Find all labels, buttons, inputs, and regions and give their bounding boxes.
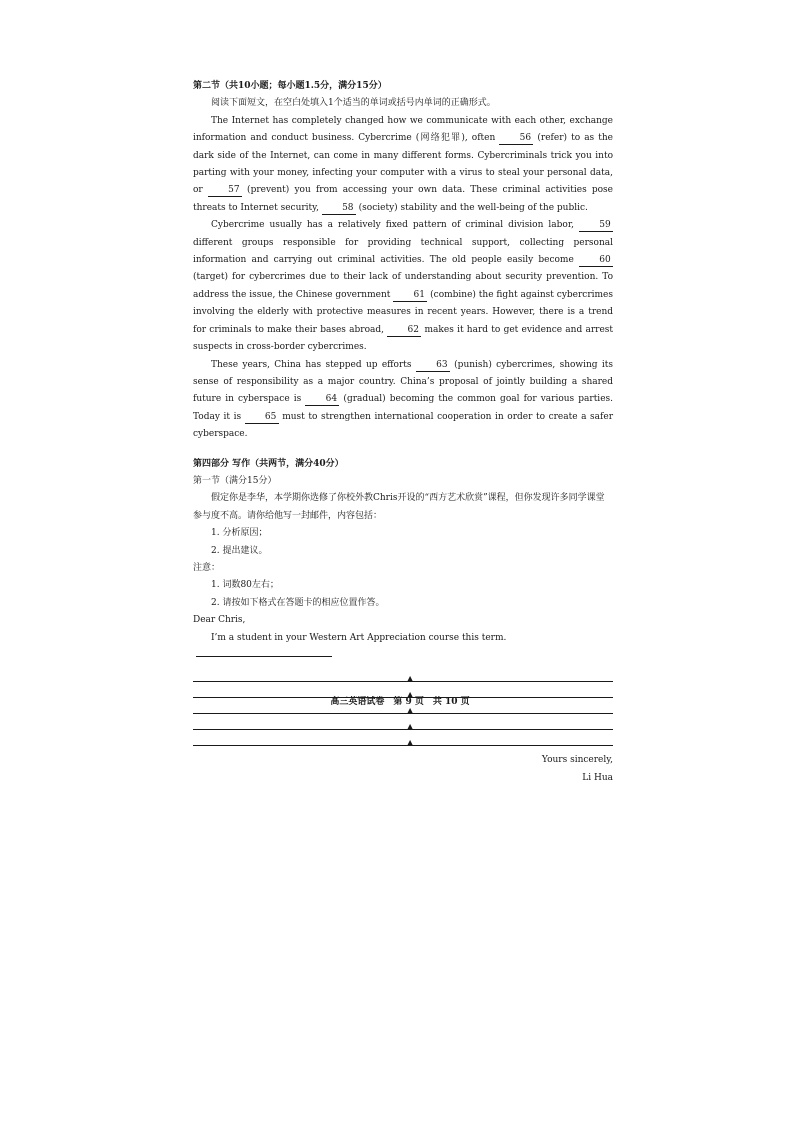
- passage-text: (combine) the fight against cybercrimes involving the elderly with protective measures in recent years. However, there is a trend for criminals to make their bases abroad,: [193, 289, 613, 335]
- triangle-marker-icon: ▲: [407, 706, 414, 716]
- triangle-marker-icon: ▲: [407, 722, 414, 732]
- part-4-subsection-title: 第一节（满分15分）: [193, 475, 277, 486]
- passage-text: (society) stability and the well-being of the public.: [355, 202, 588, 213]
- note-item: 2. 请按如下格式在答题卡的相应位置作答。: [211, 597, 385, 608]
- section-2-title: 第二节（共10小题；每小题1.5分，满分15分）: [193, 81, 387, 91]
- triangle-marker-icon: ▲: [407, 738, 414, 748]
- passage-text: makes it hard to get evidence and arrest suspects in cross-border cybercrimes.: [193, 324, 614, 353]
- content-item: 1. 分析原因；: [211, 528, 268, 539]
- note-item: 1. 词数80左右；: [211, 580, 279, 591]
- opening-text: I’m a student in your Western Art Appreciation course this term.: [211, 632, 507, 643]
- writing-prompt: 假定你是李华，本学期你选修了你校外教Chris开设的“西方艺术欣赏”课程，但你发现许多同学课堂参与度不高。请你给他写一封邮件，内容包括：: [193, 493, 605, 521]
- blank-59: 59: [579, 219, 613, 232]
- answer-line: [193, 730, 613, 746]
- passage-text: (target) for cybercrimes due to their lack of understanding about security prevention. To address the issue, the Chinese government: [193, 272, 613, 300]
- passage-text: must to strengthen international cooperation in order to create a safer cyberspace.: [193, 411, 614, 440]
- passage-text: (punish) cybercrimes, showing its sense of responsibility as a major country. China’s proposal of jointly building a shared future in cyberspace is: [193, 359, 613, 405]
- content-item: 2. 提出建议。: [211, 545, 268, 556]
- passage-text: (prevent) you from accessing your own data. These criminal activities pose threats to Internet security,: [193, 185, 613, 213]
- section-2-instruction: 阅读下面短文，在空白处填入1个适当的单词或括号内单词的正确形式。: [211, 98, 496, 109]
- blank-64: 64: [305, 393, 339, 406]
- letter-closing: Yours sincerely,: [541, 755, 613, 766]
- passage-text: (refer) to as the dark side of the Internet, can come in many different forms. Cybercriminals trick you into parting with your money, infecting your computer with a virus to steal your personal data, or: [193, 133, 613, 196]
- part-4-title: 第四部分 写作（共两节，满分40分）: [193, 458, 344, 469]
- blank-56: 56: [499, 132, 533, 145]
- answer-line: [193, 666, 613, 682]
- blank-65: 65: [245, 411, 279, 424]
- blank-58: 58: [322, 202, 356, 215]
- blank-63: 63: [416, 359, 450, 372]
- passage-text: Cybercrime usually has a relatively fixed pattern of criminal division labor,: [211, 220, 579, 231]
- passage-text: different groups responsible for providing technical support, collecting personal information and carrying out criminal activities. The old people easily become: [193, 237, 613, 266]
- blank-57: 57: [208, 184, 242, 197]
- passage-paragraph-1: [193, 113, 613, 217]
- blank-61: 61: [393, 289, 427, 302]
- exam-page: [193, 78, 613, 787]
- page-footer: 高三英语试卷 第 9 页 共 10 页: [330, 697, 470, 707]
- passage-paragraph-3: [193, 357, 613, 444]
- letter-signature: Li Hua: [582, 772, 613, 783]
- answer-line: [196, 656, 332, 657]
- blank-60: 60: [579, 254, 613, 267]
- answer-line: [193, 714, 613, 730]
- passage-text: (gradual) becoming the common goal for various parties. Today it is: [193, 394, 613, 422]
- passage-text: The Internet has completely changed how we communicate with each other, exchange information and conduct business. Cybercrime (网络犯罪), often: [193, 115, 613, 144]
- triangle-marker-icon: ▲: [407, 690, 414, 700]
- notes-label: 注意：: [193, 562, 221, 573]
- letter-opening-sentence: [193, 630, 613, 665]
- triangle-marker-icon: ▲: [407, 674, 414, 684]
- letter-salutation: Dear Chris,: [193, 615, 246, 626]
- blank-62: 62: [387, 324, 421, 337]
- passage-paragraph-2: [193, 217, 613, 356]
- passage-text: These years, China has stepped up efforts: [211, 359, 416, 370]
